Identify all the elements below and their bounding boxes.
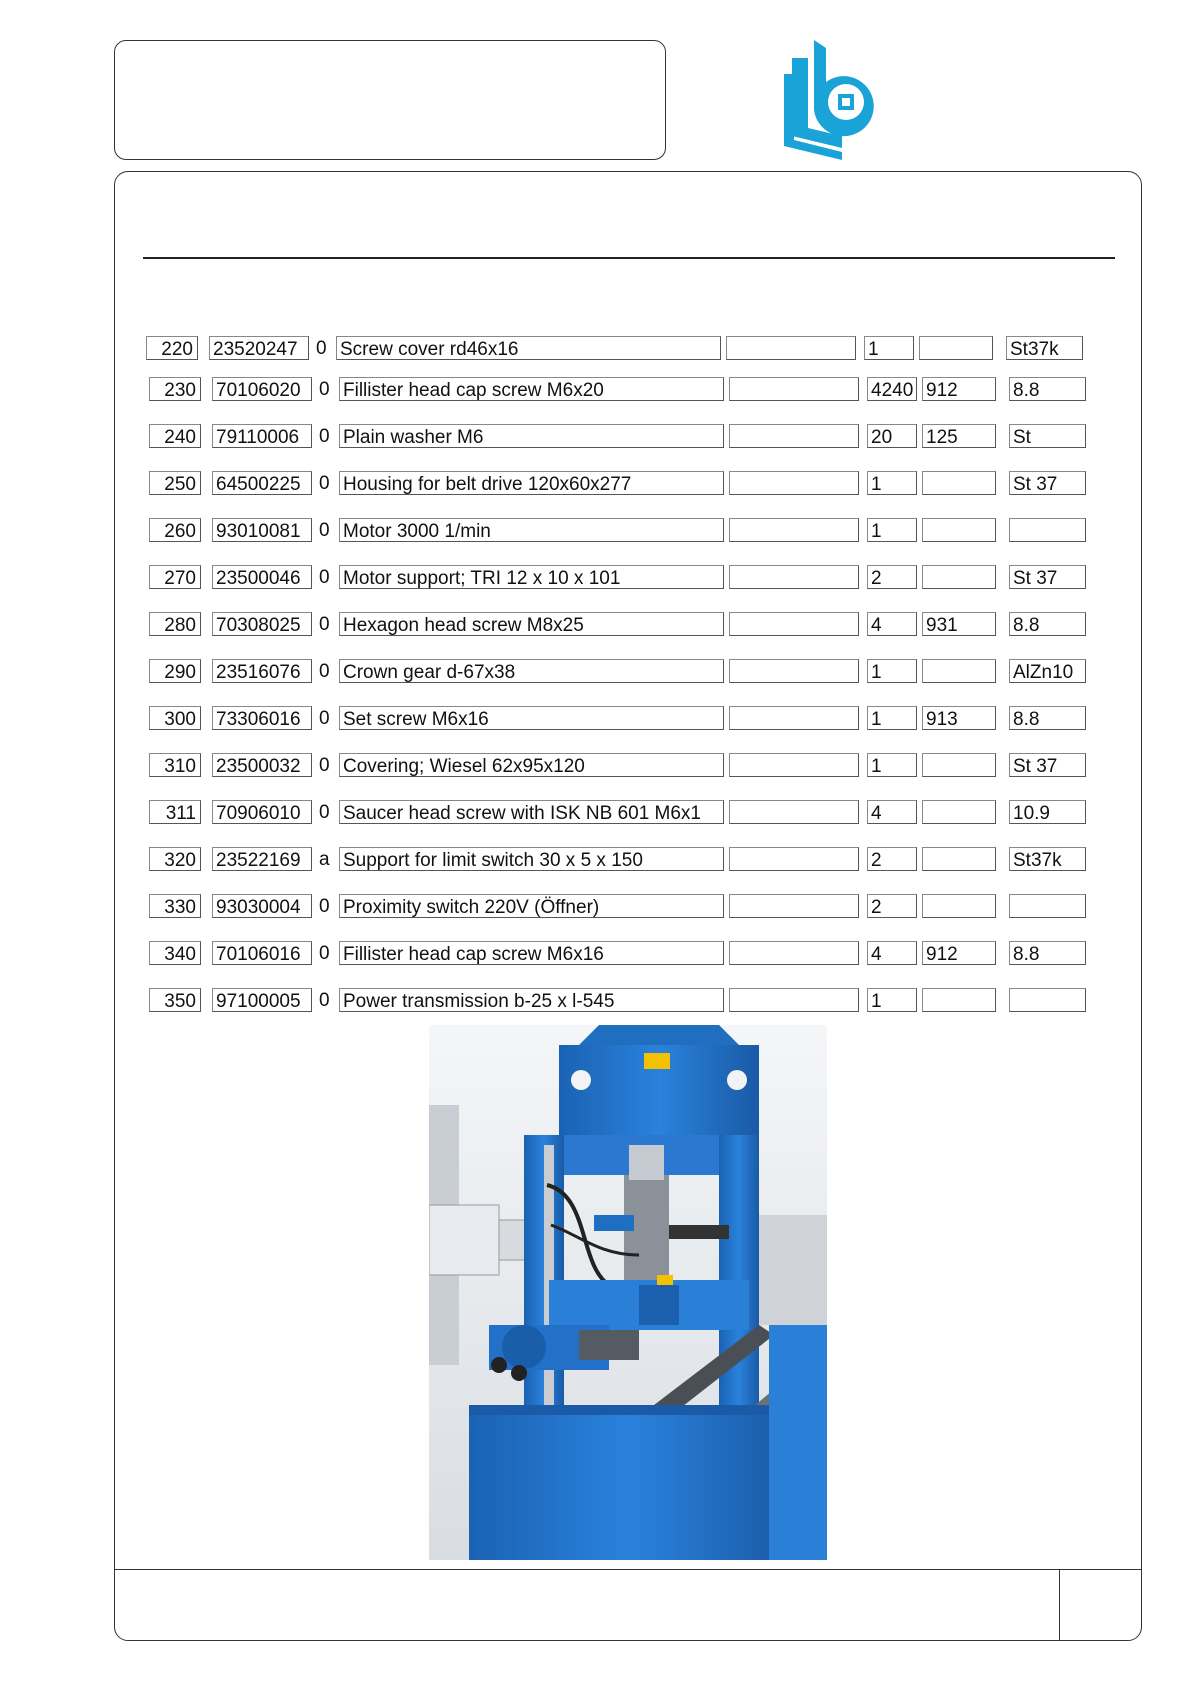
norm-cell [922, 753, 996, 777]
table-row [149, 659, 1129, 685]
position-cell: 340 [149, 941, 201, 965]
table-row [149, 753, 1129, 779]
description-cell: Motor 3000 1/min [339, 518, 724, 542]
version-cell: 0 [319, 426, 330, 447]
norm-cell: 913 [922, 706, 996, 730]
position-cell: 350 [149, 988, 201, 1012]
header-info-box [114, 40, 666, 160]
quantity-cell: 1 [864, 336, 914, 360]
material-cell: 8.8 [1009, 377, 1086, 401]
norm-cell [919, 336, 993, 360]
description-cell: Housing for belt drive 120x60x277 [339, 471, 724, 495]
table-row [149, 847, 1129, 873]
norm-cell [922, 518, 996, 542]
version-cell: 0 [319, 614, 330, 635]
description-cell: Covering; Wiesel 62x95x120 [339, 753, 724, 777]
description-cell: Power transmission b-25 x l-545 [339, 988, 724, 1012]
norm-cell: 931 [922, 612, 996, 636]
material-cell: AlZn10 [1009, 659, 1086, 683]
material-cell: St 37 [1009, 565, 1086, 589]
quantity-cell: 1 [867, 471, 917, 495]
article-number-cell: 70106020 [212, 377, 312, 401]
article-number-cell: 73306016 [212, 706, 312, 730]
article-number-cell: 70308025 [212, 612, 312, 636]
description-cell: Motor support; TRI 12 x 10 x 101 [339, 565, 724, 589]
position-cell: 330 [149, 894, 201, 918]
norm-cell [922, 471, 996, 495]
version-cell: 0 [319, 943, 330, 964]
version-cell: 0 [316, 338, 327, 359]
article-number-cell: 23500032 [212, 753, 312, 777]
description-cell: Screw cover rd46x16 [336, 336, 721, 360]
machine-photo [429, 1025, 827, 1560]
norm-cell: 912 [922, 377, 996, 401]
norm-cell [922, 800, 996, 824]
version-cell: 0 [319, 473, 330, 494]
extra-cell [729, 800, 859, 824]
norm-cell [922, 847, 996, 871]
quantity-cell: 4 [867, 941, 917, 965]
version-cell: 0 [319, 379, 330, 400]
table-row [149, 800, 1129, 826]
table-row [149, 706, 1129, 732]
position-cell: 280 [149, 612, 201, 636]
position-cell: 320 [149, 847, 201, 871]
quantity-cell: 1 [867, 753, 917, 777]
description-cell: Hexagon head screw M8x25 [339, 612, 724, 636]
material-cell: 8.8 [1009, 941, 1086, 965]
version-cell: 0 [319, 567, 330, 588]
version-cell: 0 [319, 896, 330, 917]
material-cell [1009, 518, 1086, 542]
quantity-cell: 1 [867, 988, 917, 1012]
article-number-cell: 93030004 [212, 894, 312, 918]
article-number-cell: 23522169 [212, 847, 312, 871]
position-cell: 290 [149, 659, 201, 683]
article-number-cell: 97100005 [212, 988, 312, 1012]
extra-cell [729, 894, 859, 918]
description-cell: Set screw M6x16 [339, 706, 724, 730]
extra-cell [729, 706, 859, 730]
version-cell: 0 [319, 802, 330, 823]
extra-cell [729, 941, 859, 965]
quantity-cell: 1 [867, 659, 917, 683]
extra-cell [729, 659, 859, 683]
extra-cell [729, 518, 859, 542]
company-logo-icon [780, 40, 880, 162]
description-cell: Plain washer M6 [339, 424, 724, 448]
description-cell: Support for limit switch 30 x 5 x 150 [339, 847, 724, 871]
extra-cell [729, 377, 859, 401]
title-divider [143, 257, 1115, 259]
article-number-cell: 93010081 [212, 518, 312, 542]
extra-cell [729, 753, 859, 777]
quantity-cell: 4240 [867, 377, 917, 401]
version-cell: 0 [319, 755, 330, 776]
article-number-cell: 70106016 [212, 941, 312, 965]
norm-cell: 125 [922, 424, 996, 448]
version-cell: 0 [319, 990, 330, 1011]
norm-cell: 912 [922, 941, 996, 965]
table-row [149, 471, 1129, 497]
table-row [149, 612, 1129, 638]
position-cell: 300 [149, 706, 201, 730]
material-cell: St37k [1006, 336, 1083, 360]
description-cell: Fillister head cap screw M6x16 [339, 941, 724, 965]
material-cell [1009, 988, 1086, 1012]
table-row [149, 941, 1129, 967]
article-number-cell: 70906010 [212, 800, 312, 824]
table-row [149, 377, 1129, 403]
quantity-cell: 4 [867, 612, 917, 636]
position-cell: 310 [149, 753, 201, 777]
extra-cell [729, 424, 859, 448]
material-cell: 8.8 [1009, 612, 1086, 636]
quantity-cell: 1 [867, 706, 917, 730]
article-number-cell: 23520247 [209, 336, 309, 360]
material-cell [1009, 894, 1086, 918]
footer-divider [115, 1569, 1141, 1570]
extra-cell [729, 847, 859, 871]
extra-cell [729, 988, 859, 1012]
version-cell: 0 [319, 708, 330, 729]
position-cell: 230 [149, 377, 201, 401]
quantity-cell: 1 [867, 518, 917, 542]
table-row [149, 988, 1129, 1014]
extra-cell [729, 612, 859, 636]
description-cell: Saucer head screw with ISK NB 601 M6x1 [339, 800, 724, 824]
extra-cell [729, 565, 859, 589]
material-cell: St [1009, 424, 1086, 448]
table-row [146, 336, 1126, 362]
description-cell: Fillister head cap screw M6x20 [339, 377, 724, 401]
table-row [149, 894, 1129, 920]
quantity-cell: 20 [867, 424, 917, 448]
footer-page-divider [1059, 1569, 1060, 1640]
position-cell: 311 [149, 800, 201, 824]
quantity-cell: 2 [867, 847, 917, 871]
material-cell: St 37 [1009, 753, 1086, 777]
table-row [149, 565, 1129, 591]
norm-cell [922, 659, 996, 683]
description-cell: Crown gear d-67x38 [339, 659, 724, 683]
position-cell: 250 [149, 471, 201, 495]
article-number-cell: 64500225 [212, 471, 312, 495]
article-number-cell: 79110006 [212, 424, 312, 448]
material-cell: 8.8 [1009, 706, 1086, 730]
extra-cell [726, 336, 856, 360]
table-row [149, 518, 1129, 544]
position-cell: 270 [149, 565, 201, 589]
material-cell: 10.9 [1009, 800, 1086, 824]
article-number-cell: 23516076 [212, 659, 312, 683]
description-cell: Proximity switch 220V (Öffner) [339, 894, 724, 918]
quantity-cell: 2 [867, 565, 917, 589]
position-cell: 220 [146, 336, 198, 360]
position-cell: 260 [149, 518, 201, 542]
version-cell: a [319, 849, 330, 870]
article-number-cell: 23500046 [212, 565, 312, 589]
norm-cell [922, 988, 996, 1012]
quantity-cell: 2 [867, 894, 917, 918]
material-cell: St37k [1009, 847, 1086, 871]
version-cell: 0 [319, 520, 330, 541]
norm-cell [922, 894, 996, 918]
material-cell: St 37 [1009, 471, 1086, 495]
extra-cell [729, 471, 859, 495]
position-cell: 240 [149, 424, 201, 448]
table-row [149, 424, 1129, 450]
version-cell: 0 [319, 661, 330, 682]
quantity-cell: 4 [867, 800, 917, 824]
norm-cell [922, 565, 996, 589]
